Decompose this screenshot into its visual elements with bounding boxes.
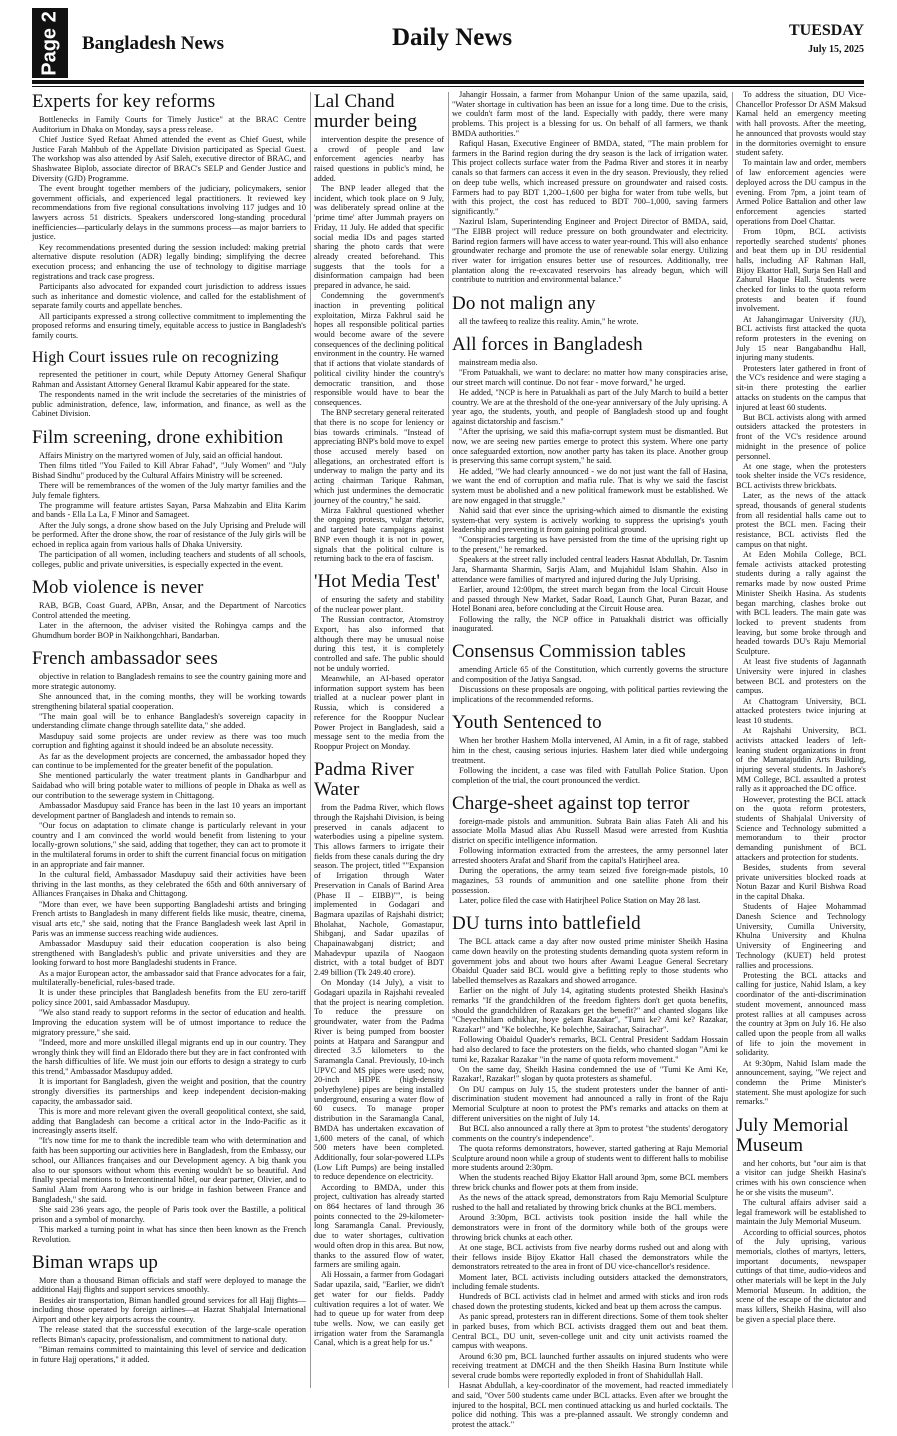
story <box>32 349 306 426</box>
story-paragraph: At one stage, when the protesters took shelter inside the VC's residence, BCL activists threw brickbats. <box>736 461 866 491</box>
story-paragraph: It is under these principles that Bangladesh benefits from the EU zero-tariff policy since 2001, said Ambassador Masdupuy. <box>32 988 306 1008</box>
story <box>736 90 866 1114</box>
story <box>452 914 728 1436</box>
story <box>32 1253 306 1371</box>
story-paragraph: All participants expressed a strong collective commitment to implementing the proposed reforms and ensuring timely, equitable access to justice in Bangladesh's family courts. <box>32 311 306 340</box>
column-divider <box>732 92 733 1388</box>
story-paragraph: Following the incident, a case was filed with Fatullah Police Station. Upon completion of the trial, the court pronounced the verdict. <box>452 765 728 785</box>
story-paragraph: At Chattogram University, BCL attacked protesters twice injuring at least 10 students. <box>736 696 866 725</box>
story <box>452 642 728 711</box>
story-paragraph: Following the rally, the NCP office in Patuakhali district was officially inaugurated. <box>452 614 728 634</box>
story-paragraph: She said 236 years ago, the people of Paris took over the Bastille, a political prison and a symbol of monarchy. <box>32 1204 306 1224</box>
story-paragraph: After the July songs, a drone show based on the July Uprising and Prelude will be performed. After the drone show, the roar of resistance of the July girls will be echoed in replica again from various halls of Dhaka University. <box>32 520 306 550</box>
headline: French ambassador sees <box>32 647 218 669</box>
story <box>452 335 728 641</box>
story-paragraph: Jahangir Hossain, a farmer from Mohanpur Union of the same upazila, said, "Water shortage in cultivation has been an issue for a long time. Due to the crisis, we couldn't farm most of the land. Especially with paddy, there were many problems. This project is a blessing for us. On behalf of all farmers, we thank BMDA authorities." <box>452 90 728 138</box>
story-paragraph: foreign-made pistols and ammunition. Subrata Bain alias Fateh Ali and his associate Molla Masud alias Abu Russell Masud were arrested from Kushtia district on specific intelligence information. <box>452 816 728 846</box>
masthead <box>32 8 864 78</box>
headline: Mob violence is never <box>32 577 204 599</box>
story-paragraph: Around 6:30 pm, BCL launched further assaults on injured students who were receiving treatment at DMCH and the then Sheikh Hasina Burn Institute while several crude bombs were reportedly exploded in front of Shahidullah Hall. <box>452 1351 728 1381</box>
story-paragraph: More than a thousand Biman officials and staff were deployed to manage the additional Hajj flights and support services smoothly. <box>32 1275 306 1295</box>
story-paragraph: This marked a turning point in what has since then been known as the French Revolution. <box>32 1224 306 1244</box>
story-paragraph: Students of Hajee Mohammad Danesh Science and Technology University, Cumilla University, Khulna University and Khulna University of Engineering and Technology (KUET) held protest rallies and processions. <box>736 902 866 970</box>
story-paragraph: Protesters later gathered in front of the VC's residence and were staging a sit-in there protesting the earlier attacks on students on the campus that injured at least 60 students. <box>736 363 866 412</box>
story-paragraph: intervention despite the presence of a crowd of people and law enforcement agencies nearby has raised questions in public's mind, he added. <box>314 135 444 183</box>
story <box>32 92 306 347</box>
story-paragraph: On DU campus on July 15, the student protesters under the banner of anti-discrimination student movement had announced a rally in front of the Raju Memorial Sculpture at noon to protest the PM's remarks and attacks on them at different universities on the night of July 14. <box>452 1084 728 1123</box>
story-paragraph: But BCL activists along with armed outsiders attacked the protesters in front of the VC's residence around midnight in the presence of police personnel. <box>736 412 866 461</box>
story-paragraph: Chief Justice Syed Refaat Ahmed attended the event as Chief Guest, while Justice Farah Mahbub of the Appellate Division participated as Special Guest. The workshop was also attended by Asif Saleh, executive director of BRAC, and Shashwatee Biplob, associate director of BRAC's SELP and Gender Justice and Diversity (GJD) Programme. <box>32 134 306 183</box>
column-divider <box>310 92 311 1388</box>
story <box>314 92 444 570</box>
story-paragraph: As a major European actor, the ambassador said that France advocates for a fair, multilaterally-beneficial, rules-based trade. <box>32 968 306 988</box>
story-paragraph: "Our focus on adaptation to climate change is particularly relevant in your country and I am convinced the world would benefit from listening to your locally-grown solutions," she said, adding that together, they can act to promote it in the multilateral forums in order to shift the current financial focus on mitigation in an appropriate and fair manner. <box>32 820 306 869</box>
story-paragraph: Later, as the news of the attack spread, thousands of general students from all residential halls came out to protest the BCL men. Facing their resistance, BCL activists fled the campus on that night. <box>736 491 866 549</box>
story-paragraph: At Rajshahi University, BCL activists attacked leaders of left-leaning student organizations in front of the Mamatajuddin Arts Building, injuring several students. In Jashore's MM College, BCL assaulted a protest rally as it approached the DC office. <box>736 726 866 794</box>
story-paragraph: Nazirul Islam, Superintending Engineer and Project Director of BMDA, said, "The EIBB project will reduce pressure on both groundwater and electricity. Barind region farmers will have access to water year-round. This will also enhance groundwater recharge and promote the use of renewable solar energy. Utilizing river water for irrigation ensures better use of resources. Additionally, tree plantation along the re-excavated reservoirs has already begun, which will contribute to nutrition and environmental balance." <box>452 217 728 285</box>
story-paragraph: Later, police filed the case with Hatirjheel Police Station on May 28 last. <box>459 895 701 905</box>
story-paragraph: There will be remembrances of the women of the July martyr families and the July female fighters. <box>32 480 306 500</box>
story-paragraph: Hasnat Abdullah, a key-coordinator of the movement, had reacted immediately and said, "Over 500 students came under BCL attacks. Even after we brought the injured to the hospital, BCL men continued attacking us and hurled cocktails. The police did nothing. This was a pre-planned assault. We strongly condemn and protest the attack." <box>452 1381 728 1430</box>
story-paragraph: Key recommendations presented during the session included: making pretrial alternative dispute resolution (ADR) legally binding; simplifying the decree execution process; and enhancing the use of technology to digitise marriage registrations and track case progress. <box>32 242 306 281</box>
story-paragraph: "After the uprising, we said this mafia-corrupt system must be dismantled. But now, we are seeing new parties emerge to protect this system. Where one party once safeguarded extortion, now another party has taken its place. Another group is preserving this same corrupt system," he said. <box>452 427 728 466</box>
masthead-rule-thin <box>32 86 864 87</box>
story-paragraph: She mentioned particularly the water treatment plants in Gandharbpur and Saidabad who will bring potable water to millions of people in Dhaka as well as our contribution to the sewerage system in Chittagong. <box>32 771 306 800</box>
story-paragraph: On Monday (14 July), a visit to Godagari upazila in Rajshahi revealed that the project is nearing completion. To reduce the pressure on groundwater, water from the Padma River is being pumped from booster points at Hatpara and Sarangpur and directed 3.5 kilometers to the Saramangla Canal. Previously, 10-inch UPVC and MS pipes were used; now, 20-inch HDPE (high-density polyethylene) pipes are being installed underground, ensuring a water flow of 60 cusecs. To manage proper distribution in the Saramangla Canal, BMDA has undertaken excavation of 1,600 meters of the canal, of which 500 meters have been completed. Additionally, four solar-powered LLPs (Low Lift Pumps) are being installed to reduce dependence on electricity. <box>314 978 444 1182</box>
story-paragraph: The respondents named in the writ include the secretaries of the ministries of public administration, defence, law, information, and finance, as well as the Cabinet Division. <box>32 390 306 419</box>
story-paragraph: The quota reforms demonstrators, however, started gathering at Raju Memorial Sculpture around noon while a group of students went to different halls to mobilise more students around 2:30pm. <box>452 1143 728 1173</box>
story-paragraph: He added, "We had clearly announced - we do not just want the fall of Hasina, we want the end of corruption and mafia rule. That is why we said the fascist system must be abolished and a new political framework must be established. We are now engaged in that struggle." <box>452 466 728 505</box>
headline: Biman wraps up <box>32 1251 158 1273</box>
column-divider <box>448 92 449 1388</box>
story-paragraph: Nahid said that ever since the uprising-which aimed to dismantle the existing system-that very system is actively working to suppress the uprising's youth leadership and preventing it from gaining political ground. <box>452 505 728 535</box>
story-paragraph: Discussions on these proposals are ongoing, with political parties reviewing the implications of the recommended reforms. <box>452 685 728 705</box>
story-paragraph: Hundreds of BCL activists clad in helmet and armed with sticks and iron rods chased down the protesting students, kicked and beat up them across the campus. <box>452 1292 728 1312</box>
story-paragraph: "From Patuakhali, we want to declare: no matter how many conspiracies arise, our street march will continue. Do not fear - move forward," he urged. <box>452 367 728 387</box>
story-paragraph: When her brother Hashem Molla intervened, Al Amin, in a fit of rage, stabbed him in the chest, causing serious injuries. Hashem later died while undergoing treatment. <box>452 736 728 765</box>
story <box>314 572 444 758</box>
story-paragraph: The BCL attack came a day after now ousted prime minister Sheikh Hasina came down heavily on the protesting students demanding quota system reform in government jobs and about two hours after Awami League General Secretary Obaidul Quader said BCL would give a befitting reply to those students who labelled themselves as Razakars and showed arrogance. <box>452 937 728 985</box>
story-paragraph: As far as the development projects are concerned, the ambassador hoped they can continue to be implemented for the greater benefit of the population. <box>32 751 306 771</box>
headline: Youth Sentenced to <box>452 712 602 734</box>
section-title: Bangladesh News <box>82 33 224 54</box>
story-paragraph: Speakers at the street rally included central leaders Hasnat Abdullah, Dr. Tasnim Jara, Sharmanta Sharmin, Sarjis Alam, and Mujahidul Islam Shahin. Also in attendance were families of martyred and injured during the July Uprising. <box>452 555 728 584</box>
story-paragraph: represented the petitioner in court, while Deputy Attorney General Shafiqur Rahman and Assistant Attorney General Ikramul Kabir appeared for the state. <box>32 370 306 389</box>
story-paragraph: As the news of the attack spread, demonstrators from Raju Memorial Sculpture rushed to the hall and retaliated by throwing brick chunks at the BCL members. <box>452 1193 728 1213</box>
story-paragraph: This is more and more relevant given the overall geopolitical context, she said, adding that Bangladesh can become a critical actor in the Indo-Pacific as it increasingly asserts itself. <box>32 1106 306 1136</box>
story-paragraph: At least five students of Jagannath University were injured in clashes between BCL and protesters on the campus. <box>736 657 866 696</box>
story-paragraph: The BNP secretary general reiterated that there is no scope for leniency or bias towards criminals. "Instead of appreciating BNP's bold move to expel those accused merely based on allegations, an orchestrated effort is underway to malign the party and its acting chairman Tarique Rahman, which just undermines the democratic journey of the country," he said. <box>314 408 444 505</box>
story-paragraph: When the students reached Bijoy Ekattor Hall around 3pm, some BCL members threw brick chunks and flower pots at them from inside. <box>452 1173 728 1193</box>
story-paragraph: At Jahangirnagar University (JU), BCL activists first attacked the quota reform protesters in the evening on July 15 near Bangabandhu Hall, injuring many students. <box>736 314 866 363</box>
story-paragraph: Later in the afternoon, the adviser visited the Rohingya camps and the Ghumdhum border BOP in Naikhongchhari, Bandarban. <box>32 621 306 640</box>
story-paragraph: Then films titled "You Failed to Kill Abrar Fahad", "July Women" and "July Bishad Sindhu" produced by the Cultural Affairs Ministry will be screened. <box>32 460 306 480</box>
story-paragraph: Following information extracted from the arrestees, the army personnel later arrested shooters Arafat and Sharif from the capital's Hatirjheel area. <box>452 846 728 866</box>
headline: High Court issues rule on recognizing <box>32 349 279 367</box>
story-paragraph: The release stated that the successful execution of the large-scale operation reflects Biman's capacity, professionalism, and commitment to national duty. <box>32 1325 306 1344</box>
headline: Do not malign any <box>452 292 596 314</box>
story-paragraph: On the same day, Sheikh Hasina condemned the use of "Tumi Ke Ami Ke, Razakar!, Razakar!" slogan by quota protesters as shameful. <box>452 1064 728 1084</box>
story-paragraph: In the cultural field, Ambassador Masdupuy said their activities have been thriving in the last months, as they celebrated the 65th and 60th anniversary of Alliances Françaises in Dhaka and Chittagong. <box>32 870 306 899</box>
story-paragraph: The BNP leader alleged that the incident, which took place on 9 July, was deliberately spread online at the 'prime time' after Jummah prayers on Friday, 11 July. He added that specific social media IDs and pages started sharing the photo cards that were already created beforehand. This suggests that the tools for a disinformation campaign had been prepared in advance, he said. <box>314 184 444 291</box>
story-paragraph: "It's now time for me to thank the incredible team who with determination and faith has been supporting our activities here in Bangladesh, from the Embassy, our school, our Alliances françaises and our Development agency. A big thank you also to our sponsors without whom this evening wouldn't be so beautiful. And finally special mentions to Intercontinental hôtel, our dear partner, Olivier, and to Samiul Alam from Aarong who is our bridge in fashion between France and Bangladesh," she said. <box>32 1136 306 1204</box>
story-paragraph: Masdupuy said some projects are under review as there was too much corruption and fighting against it should indeed be an absolute necessity. <box>32 731 306 751</box>
story-paragraph: Ambassador Masdupuy said their education cooperation is also being strengthened with Bangladesh's public and private universities and they are looking forward to host more Bangladeshi students in France. <box>32 938 306 968</box>
story <box>452 90 728 292</box>
story-paragraph: The programme will feature artistes Sayan, Parsa Mahzabin and Elita Karim and bands - Ella La La, F Minor and Samageet. <box>32 500 306 520</box>
story-paragraph: Participants also advocated for expanded court jurisdiction to address issues such as inheritance and domestic violence, and called for the establishment of separate family courts and appellate benches. <box>32 281 306 311</box>
story-paragraph: "Indeed, more and more unskilled illegal migrants end up in our country. They wrongly think they will find an Eldorado there but they are in fact confronted with the harsh difficulties of life. We must join our efforts to design a strategy to curb this trend," Ambassador Masdupuy added. <box>32 1037 306 1077</box>
story-paragraph: To maintain law and order, members of law enforcement agencies were deployed across the DU campus in the evening. From 7pm, a joint team of Armed Police Battalion and other law enforcement agencies started operations from Doel Chattar. <box>736 158 866 226</box>
headline: Consensus Commission tables <box>452 641 686 663</box>
headline: Charge-sheet against top terror <box>452 792 690 814</box>
story <box>452 794 728 912</box>
story-paragraph: According to official sources, photos of the July uprising, various memorials, clothes of martyrs, letters, important documents, newspaper cuttings of that time, audio-videos and other materials will be kept in the July Memorial Museum. In addition, the scene of the escape of the dictator and mass killers, Sheikh Hasina, will also be given a special place there. <box>736 1227 866 1324</box>
story-paragraph: "Biman remains committed to maintaining this level of service and dedication in future Hajj operations," it added. <box>32 1345 306 1364</box>
story-paragraph: At one stage, BCL activists from five nearby dorms rushed out and along with their fellows inside Bijoy Ekattor Hall chased the demonstrators while the demonstrators retreated to the area in front of DU vice-chancellor's residence. <box>452 1242 728 1272</box>
story-paragraph: At Eden Mohila College, BCL female activists attacked protesting students during a rally against the remarks made by now ousted Prime Minister Sheikh Hasina. As students began marching, clashes broke out with BCL leaders. The main gate was locked to prevent students from leaving, but some broke through and headed towards DU's Raju Memorial Sculpture. <box>736 550 866 657</box>
story-paragraph: She announced that, in the coming months, they will be working towards strengthening bilateral spatial cooperation. <box>32 691 306 711</box>
story-paragraph: "Conspiracies targeting us have persisted from the time of the uprising right up to the present," he remarked. <box>452 535 728 555</box>
story-paragraph: "The main goal will be to enhance Bangladesh's sovereign capacity in understanding climate change through satellite data," she added. <box>32 711 306 731</box>
story-paragraph: Mirza Fakhrul questioned whether the ongoing protests, vulgar rhetoric, and targeted hate campaigns against BNP even though it is not in power, signals that the political culture is returning back to the era of fascism. <box>314 505 444 564</box>
story-paragraph: "We also stand ready to support reforms in the sector of education and health. Improving the education system will be of utmost importance to reduce the migratory pressure," she said. <box>32 1008 306 1037</box>
story-paragraph: amending Article 65 of the Constitution, which currently governs the structure and composition of the Jatiya Sangsad. <box>452 665 728 685</box>
newspaper-name: Daily News <box>392 24 513 51</box>
story-paragraph: Protesting the BCL attacks and calling for justice, Nahid Islam, a key coordinator of the anti-discrimination student movement, announced mass protest rallies at all campuses across the country at 3pm on July 16. He also called upon the people from all walks of life to join the movement in solidarity. <box>736 970 866 1058</box>
story-paragraph: and her cohorts, but "our aim is that a visitor can judge Sheikh Hasina's crimes with his own conscience when he or she visits the museum". <box>736 1158 866 1197</box>
story-paragraph: "More than ever, we have been supporting Bangladeshi artists and bringing French artists to Bangladesh in many different fields like music, theatre, cinema, visual arts etc," she said, noting that the France Bangladesh week last April in Paris was an immense success reaching wide audiences. <box>32 899 306 938</box>
story-paragraph: From 10pm, BCL activists reportedly searched students' phones and beat them up in DU residential halls, including AF Rahman Hall, Bijoy Ekattor Hall, Surja Sen Hall and Zahurul Haque Hall. Students were checked for links to the quota reform protests and beaten if found involvement. <box>736 226 866 314</box>
story <box>736 1116 866 1331</box>
story-paragraph: As panic spread, protesters ran in different directions. Some of them took shelter in parked buses, from which BCL activists dragged them out and beat them. Central BCL, DU unit, seven-college unit and city unit activists roamed the campus with weapons. <box>452 1312 728 1351</box>
story-paragraph: It is important for Bangladesh, given the weight and position, that the country strongly diversifies its partnerships and keep independent decision-making capacity, the ambassador said. <box>32 1077 306 1106</box>
story <box>452 294 728 333</box>
headline: DU turns into battlefield <box>452 913 641 935</box>
headline: Padma River Water <box>314 759 414 801</box>
issue-date: July 15, 2025 <box>808 44 864 55</box>
headline: All forces in Bangladesh <box>452 333 643 355</box>
story <box>314 760 444 1354</box>
story <box>32 649 306 1251</box>
masthead-rule <box>32 80 864 84</box>
story-paragraph: Meanwhile, an AI-based operator information support system has been trialled at a nuclear power plant in Russia, which is considered a reference for the Rooppur Nuclear Power Project in Bangladesh, said a message sent to the media from the Rooppur Project on Monday. <box>314 674 444 751</box>
story-paragraph: all the tawfeeq to realize this reality. Amin," he wrote. <box>459 316 639 326</box>
story-paragraph: Rafiqul Hasan, Executive Engineer of BMDA, stated, "The main problem for farmers in the Barind region during the dry season is the lack of irrigation water. This project collects surface water from the Padma River and stores it in nearby canals so that farmers can access it even in the dry season. Previously, they relied on deep tube wells, which increased pressure on groundwater and raised costs. Farmers had to pay BDT 1,200–1,600 per bigha for water from tube wells, but with this project, the cost has reduced to BDT 700–1,000, saving farmers significantly." <box>452 139 728 216</box>
story-paragraph: Bottlenecks in Family Courts for Timely Justice" at the BRAC Centre Auditorium in Dhaka on Monday, says a press release. <box>32 115 306 134</box>
story-paragraph: Ambassador Masdupuy said France has been in the last 10 years an important development partner of Bangladesh and intends to remain so. <box>32 801 306 820</box>
story-paragraph: Around 3:30pm, BCL activists took position inside the hall while the demonstrators were in front of the dormitory while both of the groups were throwing brick chunks at each other. <box>452 1213 728 1242</box>
column-4 <box>736 90 866 1390</box>
story-paragraph: According to BMDA, under this project, cultivation has already started on 864 hectares of land through 36 points connected to the 29-kilometer-long Saramangla Canal. Previously, due to water shortages, cultivation would often drop in this area. But now, thanks to the assured flow of water, farmers are smiling again. <box>314 1182 444 1270</box>
story-paragraph: The event brought together members of the judiciary, policymakers, senior government officials, and experienced legal practitioners. It reviewed key recommendations from five regional consultations involving 117 judges and 10 lawyers across 51 districts. Speakers underscored long-standing procedural inefficiencies—particularly delays in the summons process—as major barriers to justice. <box>32 183 306 242</box>
story-paragraph: objective in relation to Bangladesh remains to see the country gaining more and more strategic autonomy. <box>32 671 306 691</box>
story-paragraph: Following Obaidul Quader's remarks, BCL Central President Saddam Hossain had also declared to face the protesters on the fields, who chanted slogan "Ami ke tumi ke, Razakar Razakar "in the name of quota reform movement." <box>452 1035 728 1064</box>
headline: Experts for key reforms <box>32 91 216 112</box>
column-1 <box>32 90 306 1390</box>
story-paragraph: The participation of all women, including teachers and students of all schools, colleges, public and private universities, is especially expected in the event. <box>32 550 306 569</box>
headline: 'Hot Media Test' <box>314 571 441 593</box>
story-paragraph: mainstream media also. <box>459 357 538 367</box>
issue-day: TUESDAY <box>789 22 864 39</box>
column-2 <box>314 90 444 1390</box>
story-paragraph: from the Padma River, which flows through the Rajshahi Division, is being preserved in canals adjacent to waterbodies using a pipeline system. This allows farmers to irrigate their fields from these canals during the dry season. The project, titled ""Expansion of Irrigation through Water Preservation in Canals of Barind Area (Phase II – EIBB)"", is being implemented in Godagari and Bagmara upazilas of Rajshahi district; Bholahat, Nachole, Gomastapur, Shibganj, and Sadar upazilas of Chapainawabganj district; and Mahadevpur upazila of Naogaon district, with a total budget of BDT 2.49 billion (Tk 249.40 crore). <box>314 803 444 978</box>
story-paragraph: The cultural affairs adviser said a legal framework will be established to maintain the July Memorial Museum. <box>736 1197 866 1227</box>
story <box>452 713 728 792</box>
story-paragraph: Condemning the government's inaction in preventing political exploitation, Mirza Fakhrul said he hopes all responsible political parties would become aware of the severe consequences of the declining political environment in the country. He warned that if actions that violate standards of political civility hinder the country's democratic transition, and those responsible would have to bear the consequences. <box>314 291 444 407</box>
story-paragraph: Affairs Ministry on the martyred women of July, said an official handout. <box>39 450 283 460</box>
story-paragraph: However, protesting the BCL attack on the quota reform protesters, students of Shahjalal University of Science and Technology submitted a memorandum to their proctor demanding punishment of BCL attackers and protection for students. <box>736 794 866 862</box>
story-paragraph: The Russian contractor, Atomstroy Export, has also informed that although there may be unusual noise during this test, it is completely controlled and safe. The public should not be unduly worried. <box>314 615 444 673</box>
story <box>32 428 306 576</box>
story-paragraph: He added, "NCP is here in Patuakhali as part of the July March to build a better country. We are at the threshold of the one-year anniversary of the July uprising. A year ago, the students, youth, and people of Bangladesh stood up and fought against dictatorship and fascism." <box>452 387 728 426</box>
column-3 <box>452 90 728 1430</box>
story-paragraph: But BCL also announced a rally there at 3pm to protest "the students' derogatory comments on the country's independence". <box>452 1123 728 1143</box>
headline: Lal Chand murder being <box>314 91 418 132</box>
headline: Film screening, drone exhibition <box>32 426 284 448</box>
story-paragraph: RAB, BGB, Coast Guard, APBn, Ansar, and the Department of Narcotics Control attended the meeting. <box>32 601 306 620</box>
story-paragraph: Besides air transportation, Biman handled ground services for all Hajj flights—including those operated by foreign airlines—at Hazrat Shahjalal International Airport and other key airports across the country. <box>32 1295 306 1325</box>
story-paragraph: Earlier on the night of July 14, agitating students protested Sheikh Hasina's remarks "If the grandchildren of the freedom fighters don't get quota benefits, should the grandchildren of Razakars get the benefit?" and chanted slogans like "Cheyechhilam odhikhar, hoye gelam Razakar", "Tumi ke? Ami ke? Razakar, Razakar!" and "Ke bolechhe, Ke bolechhe, Sairachar, Sairachar". <box>452 986 728 1034</box>
page-number-tab: Page 2 <box>32 8 68 78</box>
story-paragraph: During the operations, the army team seized five foreign-made pistols, 10 magazines, 53 rounds of ammunition and one satellite phone from their possession. <box>452 866 728 895</box>
story-paragraph: Moment later, BCL activists including outsiders attacked the demonstrators, including female students. <box>452 1272 728 1292</box>
story-paragraph: To address the situation, DU Vice-Chancellor Professor Dr ASM Maksud Kamal held an emergency meeting with hall provosts. After the meeting, he announced that provosts would stay in the dormitories overnight to ensure student safety. <box>736 90 866 158</box>
headline: July Memorial Museum <box>736 1114 849 1156</box>
story-paragraph: Ali Hossain, a farmer from Godagari Sadar upazila, said, "Earlier, we didn't get water for our fields. Paddy cultivation requires a lot of water. We had to queue up for water from deep tube wells. Now, we can easily get irrigation water from the Saramangla Canal, which is a great help for us." <box>314 1270 444 1348</box>
story-paragraph: Besides, students from several private universities blocked roads at Notun Bazar and Kuril Bishwa Road in the capital Dhaka. <box>736 863 866 902</box>
story-paragraph: At 9:30pm, Nahid Islam made the announcement, saying, "We reject and condemn the Prime Minister's statement. She must apologize for such remarks." <box>736 1058 866 1107</box>
story <box>32 578 306 647</box>
story-paragraph: of ensuring the safety and stability of the nuclear power plant. <box>314 595 444 615</box>
story-paragraph: Earlier, around 12:00pm, the street march began from the local Circuit House and passed through New Market, Sadar Road, Launch Ghat, Puran Bazar, and Hotel Bonani area, before concluding at the Circuit House area. <box>452 584 728 614</box>
